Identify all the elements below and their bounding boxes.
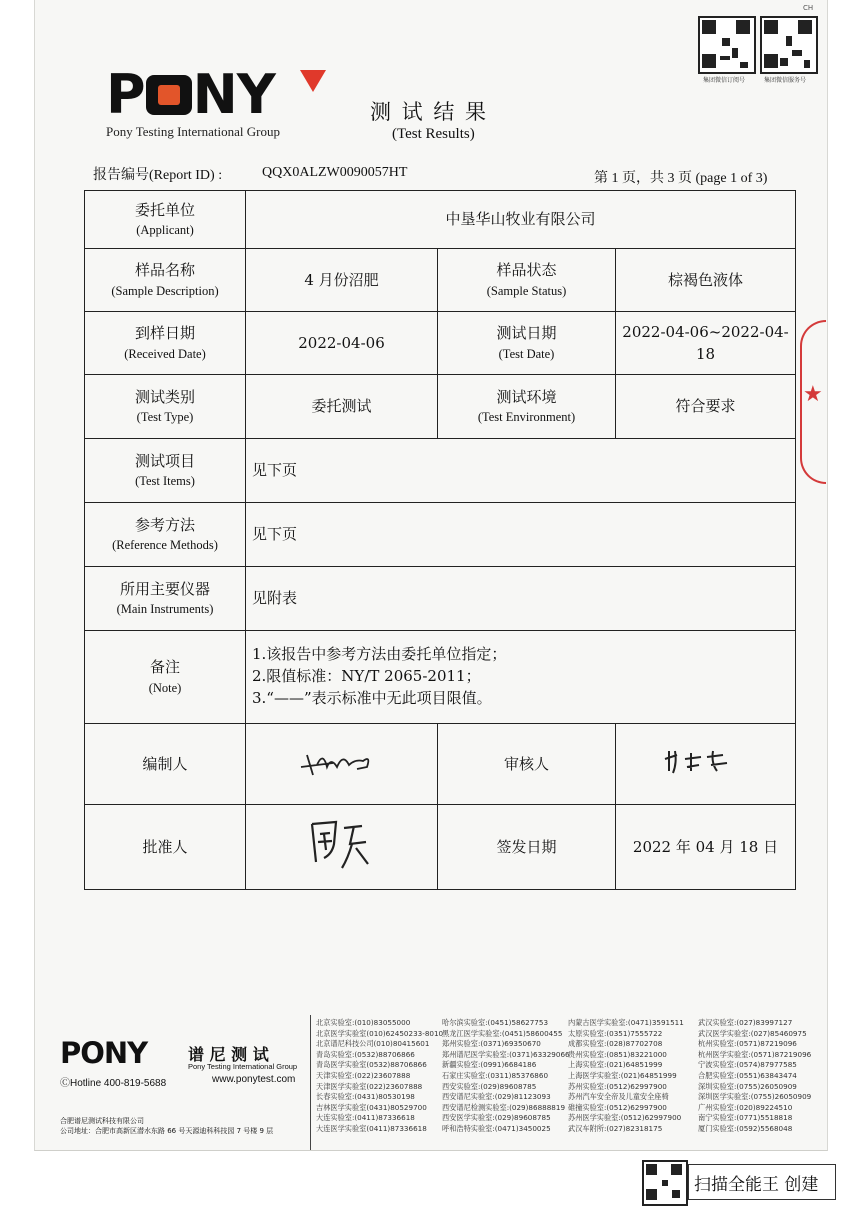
row-dates [85, 312, 796, 375]
reviewer-signature [616, 724, 796, 805]
wechat-service-qr-icon [760, 16, 818, 74]
note-line: 2.限值标准：NY/T 2065-2011； [252, 667, 481, 686]
note-line: 1.该报告中参考方法由委托单位指定； [252, 645, 507, 664]
pony-logo [106, 63, 275, 126]
footer-website: www.ponytest.com [212, 1074, 296, 1085]
applicant-label: 委托单位 (Applicant) [85, 191, 246, 249]
lab-column-3: 内蒙古医学实验室:(0471)3591511 太原实验室:(0351)7555722 成都实验室:(028)87702708 贵州实验室:(0851)83221000 上海实验室:(021)64851999 上海医学实验室:(021)64851999 苏州实验室:(0512)62997900 苏州汽车安全帝及儿童安全座椅 碓撞实验室:(0512)62997900 苏州医学实验室:(0512)62997900 武汉车附所:(027)82318175 [568, 1018, 684, 1133]
report-id-label: 报告编号(Report ID) : [93, 168, 223, 183]
lab-column-2: 哈尔滨实验室:(0451)58627753 黑龙江医学实验室:(0451)58600455 郑州实验室:(0371)69350670 郑州谱尼医学实验室:(0371)63329066 新疆实验室:(0991)6684186 石家庄实验室:(0311)85376860 西安实验室:(029)89608785 西安谱尼实验室:(029)81123093 西安谱尼检测实验室:(029)86888819 西安医学实验室:(029)89608785 呼和浩特实验室:(0471)3450025 [442, 1018, 570, 1133]
reviewer-label: 审核人 [438, 724, 616, 805]
approver-signature [246, 805, 438, 890]
applicant-value: 中垦华山牧业有限公司 [246, 191, 796, 249]
report-id-value: QQX0ALZW0090057HT [262, 165, 408, 180]
sample-description-value: 4 月份沼肥 [246, 249, 438, 312]
page-subtitle: (Test Results) [392, 126, 475, 142]
issue-date-value: 2022 年 04 月 18 日 [616, 805, 796, 890]
report-table [84, 190, 796, 890]
compiler-label: 编制人 [85, 724, 246, 805]
test-type-value: 委托测试 [246, 375, 438, 439]
qr-caption-subscription: 集团微信订阅号 [703, 77, 746, 84]
issue-date-label: 签发日期 [438, 805, 616, 890]
sample-status-value: 棕褐色液体 [616, 249, 796, 312]
row-compiler-reviewer [85, 724, 796, 805]
compiler-signature-icon [297, 741, 387, 781]
row-approver [85, 805, 796, 890]
page-title: 测 试 结 果 [370, 100, 489, 124]
test-type-label: 测试类别 (Test Type) [85, 375, 246, 439]
logo-letter-p: P [106, 63, 145, 126]
footer-company: 合肥谱尼测试科技有限公司 [60, 1117, 144, 1125]
test-items-value: 见下页 [246, 439, 796, 503]
note-label: 备注 (Note) [85, 631, 246, 724]
test-date-value: 2022-04-06~2022-04-18 [616, 312, 796, 375]
reviewer-signature-icon [661, 741, 751, 781]
logo-o-icon [146, 75, 192, 115]
approver-signature-icon [302, 814, 382, 874]
stamp-star-icon: ★ [803, 382, 823, 407]
footer-divider [310, 1015, 311, 1150]
footer-address: 公司地址：合肥市高新区潜水东路 66 号天源迪科科技园 7 号楼 9 层 [60, 1127, 274, 1135]
note-value [246, 631, 796, 724]
note-line: 3.“——”表示标准中无此项目限值。 [252, 688, 492, 707]
qr-caption-service: 集团微信服务号 [764, 77, 807, 84]
wechat-subscription-qr-icon [698, 16, 756, 74]
row-applicant [85, 191, 796, 249]
reference-methods-value: 见下页 [246, 503, 796, 567]
test-environment-label: 测试环境 (Test Environment) [438, 375, 616, 439]
footer-brand-en: Pony Testing International Group [188, 1062, 298, 1071]
main-instruments-label: 所用主要仪器 (Main Instruments) [85, 567, 246, 631]
test-items-label: 测试项目 (Test Items) [85, 439, 246, 503]
received-date-label: 到样日期 (Received Date) [85, 312, 246, 375]
row-note [85, 631, 796, 724]
row-test-type [85, 375, 796, 439]
test-date-label: 测试日期 (Test Date) [438, 312, 616, 375]
received-date-value: 2022-04-06 [246, 312, 438, 375]
footer-hotline: ⒸHotline 400-819-5688 [60, 1078, 167, 1089]
scanner-qr-icon [642, 1160, 688, 1206]
page-info: 第 1 页，共 3 页 (page 1 of 3) [594, 171, 768, 186]
scanner-watermark-label: 扫描全能王 创建 [694, 1175, 819, 1195]
compiler-signature [246, 724, 438, 805]
approver-label: 批准人 [85, 805, 246, 890]
lab-column-1: 北京实验室:(010)83055000 北京医学实验室(010)62450233-8010 北京谱尼科技公司(010)80415601 青岛实验室:(0532)88706866 青岛医学实验室(0532)88706866 天津实验室:(022)23607888 天津医学实验室(022)23607888 长春实验室:(0431)80530198 吉林医学实验室(0431)80529700 大连实验室:(0411)87336618 大连医学实验室(0411)87336618 [316, 1018, 444, 1133]
row-test-items [85, 439, 796, 503]
logo-letters-ny: NY [192, 63, 275, 126]
sample-status-label: 样品状态 (Sample Status) [438, 249, 616, 312]
logo-subtitle: Pony Testing International Group [106, 124, 280, 139]
reference-methods-label: 参考方法 (Reference Methods) [85, 503, 246, 567]
main-instruments-value: 见附表 [246, 567, 796, 631]
footer-brand-zh: 谱 尼 测 试 [188, 1045, 269, 1064]
footer-logo: PONY [60, 1036, 148, 1070]
corner-mark: CH [803, 4, 814, 12]
test-environment-value: 符合要求 [616, 375, 796, 439]
logo-red-triangle-icon [300, 70, 326, 92]
lab-column-4: 武汉实验室:(027)83997127 武汉医学实验室:(027)85460975 杭州实验室:(0571)87219096 杭州医学实验室:(0571)87219096 宁波实验室:(0574)87977585 合肥实验室:(0551)63843474 深圳实验室:(0755)26050909 深圳医学实验室:(0755)26050909 广州实验室:(020)89224510 南宁实验室:(0771)5518818 厦门实验室:(0592)5568048 [698, 1018, 812, 1133]
row-sample [85, 249, 796, 312]
row-reference [85, 503, 796, 567]
sample-description-label: 样品名称 (Sample Description) [85, 249, 246, 312]
row-instruments [85, 567, 796, 631]
